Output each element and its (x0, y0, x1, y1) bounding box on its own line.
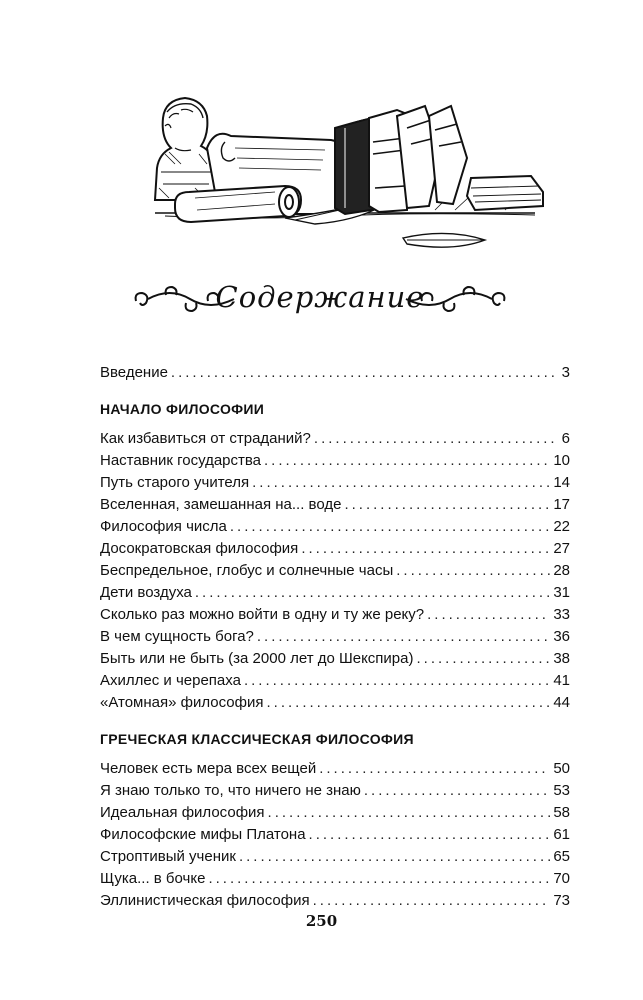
toc-entry-page: 61 (553, 826, 570, 843)
toc-entry-page: 17 (553, 496, 570, 513)
toc-entry-title: Я знаю только то, что ничего не знаю (100, 782, 361, 799)
toc-entry-page: 38 (553, 650, 570, 667)
toc-entry[interactable] (100, 648, 570, 670)
toc-entry[interactable] (100, 780, 570, 802)
toc-entry-title: Строптивый ученик (100, 848, 236, 865)
table-of-contents (100, 362, 570, 912)
dot-leader (266, 692, 550, 714)
dot-leader (427, 604, 550, 626)
dot-leader (239, 846, 550, 868)
section-heading: НАЧАЛО ФИЛОСОФИИ (100, 401, 265, 417)
toc-entry[interactable] (100, 538, 570, 560)
toc-entry-page: 10 (553, 452, 570, 469)
dot-leader (244, 670, 550, 692)
page-number: 250 (305, 912, 338, 930)
toc-entry-page: 33 (553, 606, 570, 623)
dot-leader (268, 802, 551, 824)
toc-entry-page: 58 (553, 804, 570, 821)
bust-scroll-books-quill-icon (135, 88, 555, 268)
section-heading: ГРЕЧЕСКАЯ КЛАССИЧЕСКАЯ ФИЛОСОФИЯ (100, 731, 414, 747)
toc-entry-page: 27 (553, 540, 570, 557)
toc-entry-page: 22 (553, 518, 570, 535)
toc-entry-title: Введение (100, 364, 168, 381)
dot-leader (257, 626, 550, 648)
dot-leader (344, 494, 550, 516)
dot-leader (208, 868, 550, 890)
toc-entry[interactable] (100, 802, 570, 824)
dot-leader (195, 582, 550, 604)
toc-entry[interactable] (100, 604, 570, 626)
toc-entry[interactable] (100, 846, 570, 868)
dot-leader (171, 362, 559, 384)
toc-entry[interactable] (100, 824, 570, 846)
toc-entry[interactable] (100, 494, 570, 516)
toc-entry-title: Ахиллес и черепаха (100, 672, 241, 689)
toc-entry[interactable] (100, 890, 570, 912)
toc-entry-title: Как избавиться от страданий? (100, 430, 311, 447)
toc-entry-page: 44 (553, 694, 570, 711)
toc-entry-page: 31 (553, 584, 570, 601)
dot-leader (301, 538, 550, 560)
toc-entry-title: Быть или не быть (за 2000 лет до Шекспира) (100, 650, 414, 667)
toc-entry[interactable] (100, 868, 570, 890)
dot-leader (417, 648, 551, 670)
toc-entry-title: Щука... в бочке (100, 870, 206, 887)
toc-entry[interactable] (100, 472, 570, 494)
toc-entry-title: В чем сущность бога? (100, 628, 254, 645)
dot-leader (230, 516, 550, 538)
toc-entry-page: 70 (553, 870, 570, 887)
dot-leader (313, 890, 551, 912)
toc-entry-title: Идеальная философия (100, 804, 265, 821)
toc-entry-page: 28 (553, 562, 570, 579)
toc-entry-title: Досократовская философия (100, 540, 299, 557)
toc-entry-page: 14 (553, 474, 570, 491)
dot-leader (364, 780, 550, 802)
toc-entry-page: 41 (553, 672, 570, 689)
toc-entry-page: 73 (553, 892, 570, 909)
toc-entry[interactable] (100, 428, 570, 450)
toc-entry[interactable] (100, 516, 570, 538)
toc-entry-title: Сколько раз можно войти в одну и ту же реку? (100, 606, 425, 623)
dot-leader (264, 450, 550, 472)
toc-entry-title: Дети воздуха (100, 584, 192, 601)
dot-leader (319, 758, 550, 780)
toc-entry[interactable] (100, 450, 570, 472)
toc-entry-title: Философия числа (100, 518, 227, 535)
toc-heading (130, 277, 510, 321)
toc-entry-title: «Атомная» философия (100, 694, 264, 711)
toc-entry[interactable] (100, 362, 570, 384)
toc-entry-title: Человек есть мера всех вещей (100, 760, 317, 777)
toc-entry-title: Философские мифы Платона (100, 826, 306, 843)
toc-entry-page: 65 (553, 848, 570, 865)
dot-leader (396, 560, 550, 582)
toc-entry-title: Вселенная, замешанная на... воде (100, 496, 342, 513)
toc-entry[interactable] (100, 758, 570, 780)
toc-entry[interactable] (100, 692, 570, 714)
dot-leader (314, 428, 559, 450)
dot-leader (252, 472, 550, 494)
toc-entry-page: 53 (553, 782, 570, 799)
toc-title: Содержание (215, 280, 425, 314)
toc-entry-title: Путь старого учителя (100, 474, 250, 491)
toc-entry[interactable] (100, 582, 570, 604)
toc-entry-title: Беспредельное, глобус и солнечные часы (100, 562, 394, 579)
toc-entry-title: Наставник государства (100, 452, 262, 469)
toc-entry[interactable] (100, 560, 570, 582)
toc-entry-page: 6 (561, 430, 570, 447)
toc-entry-title: Эллинистическая философия (100, 892, 310, 909)
dot-leader (309, 824, 551, 846)
toc-entry-page: 3 (561, 364, 570, 381)
toc-entry[interactable] (100, 670, 570, 692)
toc-entry-page: 36 (553, 628, 570, 645)
right-flourish-icon (400, 277, 510, 321)
toc-entry-page: 50 (553, 760, 570, 777)
toc-entry[interactable] (100, 626, 570, 648)
